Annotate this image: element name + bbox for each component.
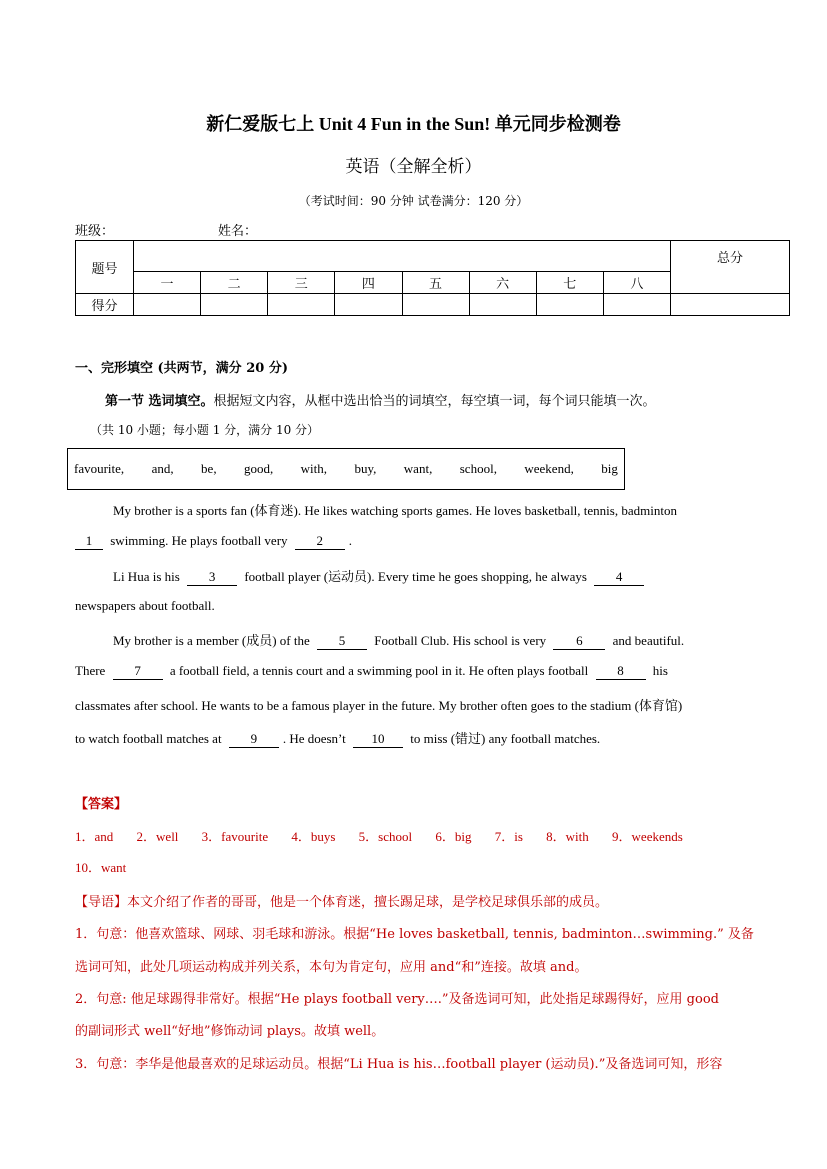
passage-line: My brother is a sports fan (体育迷). He likes watching sports games. He loves basketball, tennis, badminton: [113, 503, 677, 518]
score-header-blank: [134, 241, 671, 272]
column-6: 六: [469, 272, 536, 294]
word-bank-word: big: [601, 461, 618, 476]
class-label: 班级：: [75, 224, 115, 239]
score-cell: [402, 294, 469, 316]
passage-line: newspapers about football.: [75, 598, 215, 613]
passage-text: My brother is a member (成员) of the: [113, 633, 310, 648]
score-cell: [536, 294, 603, 316]
part-title: 第一节 选词填空。: [105, 394, 214, 409]
column-5: 五: [402, 272, 469, 294]
score-cell: [335, 294, 402, 316]
explanation-line: 选词可知，此处几项运动构成并列关系，本句为肯定句，应用 and“和”连接。故填 and。: [75, 960, 588, 975]
answer-item: 10．want: [75, 860, 127, 875]
passage-text: his: [652, 663, 668, 678]
passage-text: Li Hua is his: [113, 569, 180, 584]
word-bank-word: weekend,: [524, 461, 574, 476]
column-3: 三: [268, 272, 335, 294]
name-label: 姓名：: [218, 224, 258, 239]
passage-text: football player (运动员). Every time he goes shopping, he always: [244, 569, 587, 584]
answer-item: 9．weekends: [612, 829, 683, 844]
document-title: 新仁爱版七上 Unit 4 Fun in the Sun! 单元同步检测卷: [206, 114, 621, 134]
word-bank-word: want,: [403, 461, 433, 476]
blank-3: 3: [187, 569, 237, 586]
word-bank-word: be,: [201, 461, 217, 476]
answer-label: 【答案】: [75, 797, 128, 812]
exam-info: （考试时间：90 分钟 试卷满分：120 分）: [298, 194, 529, 208]
answer-item: 5．school: [358, 829, 413, 844]
column-7: 七: [536, 272, 603, 294]
word-bank-word: school,: [459, 461, 497, 476]
score-cell: [201, 294, 268, 316]
answer-item: 8．with: [546, 829, 589, 844]
explanation-line: 1．句意：他喜欢篮球、网球、羽毛球和游泳。根据“He loves basketball, tennis, badminton…swimming.” 及备: [75, 927, 754, 942]
explanation-line: 2．句意: 他足球踢得非常好。根据“He plays football very….”及备选词可知，此处指足球踢得好，应用 good: [75, 992, 719, 1007]
blank-1: 1: [75, 533, 103, 550]
score-label: 得分: [76, 294, 134, 316]
passage-text: and beautiful.: [612, 633, 685, 648]
word-bank-word: and,: [151, 461, 174, 476]
total-score-cell: [671, 294, 790, 316]
blank-2: 2: [295, 533, 345, 550]
passage-line: [113, 566, 793, 586]
score-cell: [134, 294, 201, 316]
word-bank-word: favourite,: [74, 461, 125, 476]
passage-text: swimming. He plays football very: [110, 533, 288, 548]
blank-6: 6: [553, 633, 605, 650]
word-bank-word: buy,: [354, 461, 377, 476]
answer-item: 6．big: [435, 829, 472, 844]
passage-line: [113, 630, 793, 650]
answer-item: 3．favourite: [201, 829, 269, 844]
part-instruction-line: [105, 390, 656, 409]
column-4: 四: [335, 272, 402, 294]
blank-9: 9: [229, 731, 279, 748]
answer-item: 1．and: [75, 829, 114, 844]
answer-item: 4．buys: [291, 829, 336, 844]
document-subtitle: 英语（全解全析）: [345, 157, 482, 177]
column-2: 二: [201, 272, 268, 294]
answer-item: 7．is: [494, 829, 523, 844]
passage-text: . He doesn’t: [282, 731, 346, 746]
passage-line: classmates after school. He wants to be a famous player in the future. My brother often goes to the stadium (体育馆): [75, 698, 683, 713]
column-1: 一: [134, 272, 201, 294]
passage-text: a football field, a tennis court and a swimming pool in it. He often plays football: [169, 663, 589, 678]
score-table: [75, 240, 790, 316]
explanation-line: 的副词形式 well“好地”修饰动词 plays。故填 well。: [75, 1024, 385, 1039]
blank-4: 4: [594, 569, 644, 586]
blank-7: 7: [113, 663, 163, 680]
section-heading: 一、完形填空 (共两节，满分 20 分): [75, 361, 288, 376]
blank-8: 8: [596, 663, 646, 680]
passage-text: to miss (错过) any football matches.: [410, 731, 601, 746]
blank-5: 5: [317, 633, 367, 650]
blank-10: 10: [353, 731, 403, 748]
total-label: 总分: [671, 241, 790, 294]
column-8: 八: [603, 272, 670, 294]
word-bank-box: [67, 448, 625, 490]
explanation-line: 3．句意：李华是他最喜欢的足球运动员。根据“Li Hua is his…football player (运动员).”及备选词可知，形容: [75, 1057, 723, 1072]
score-cell: [603, 294, 670, 316]
passage-line: [75, 663, 755, 680]
word-bank-word: good,: [244, 461, 274, 476]
guide-intro: 【导语】本文介绍了作者的哥哥，他是一个体育迷，擅长踢足球，是学校足球俱乐部的成员。: [75, 895, 609, 910]
passage-text: There: [75, 663, 106, 678]
passage-text: Football Club. His school is very: [374, 633, 547, 648]
passage-line: [75, 728, 755, 748]
answer-list: [75, 826, 765, 876]
passage-line: 1 swimming. He plays football very 2 .: [75, 533, 755, 550]
question-number-label: 题号: [76, 241, 134, 294]
part-instruction: 根据短文内容，从框中选出恰当的词填空，每空填一词，每个词只能填一次。: [213, 394, 656, 409]
score-cell: [268, 294, 335, 316]
answer-item: 2．well: [136, 829, 179, 844]
passage-text: to watch football matches at: [75, 731, 222, 746]
part-note: （共 10 小题；每小题 1 分，满分 10 分）: [90, 423, 320, 437]
score-cell: [469, 294, 536, 316]
word-bank-word: with,: [300, 461, 328, 476]
